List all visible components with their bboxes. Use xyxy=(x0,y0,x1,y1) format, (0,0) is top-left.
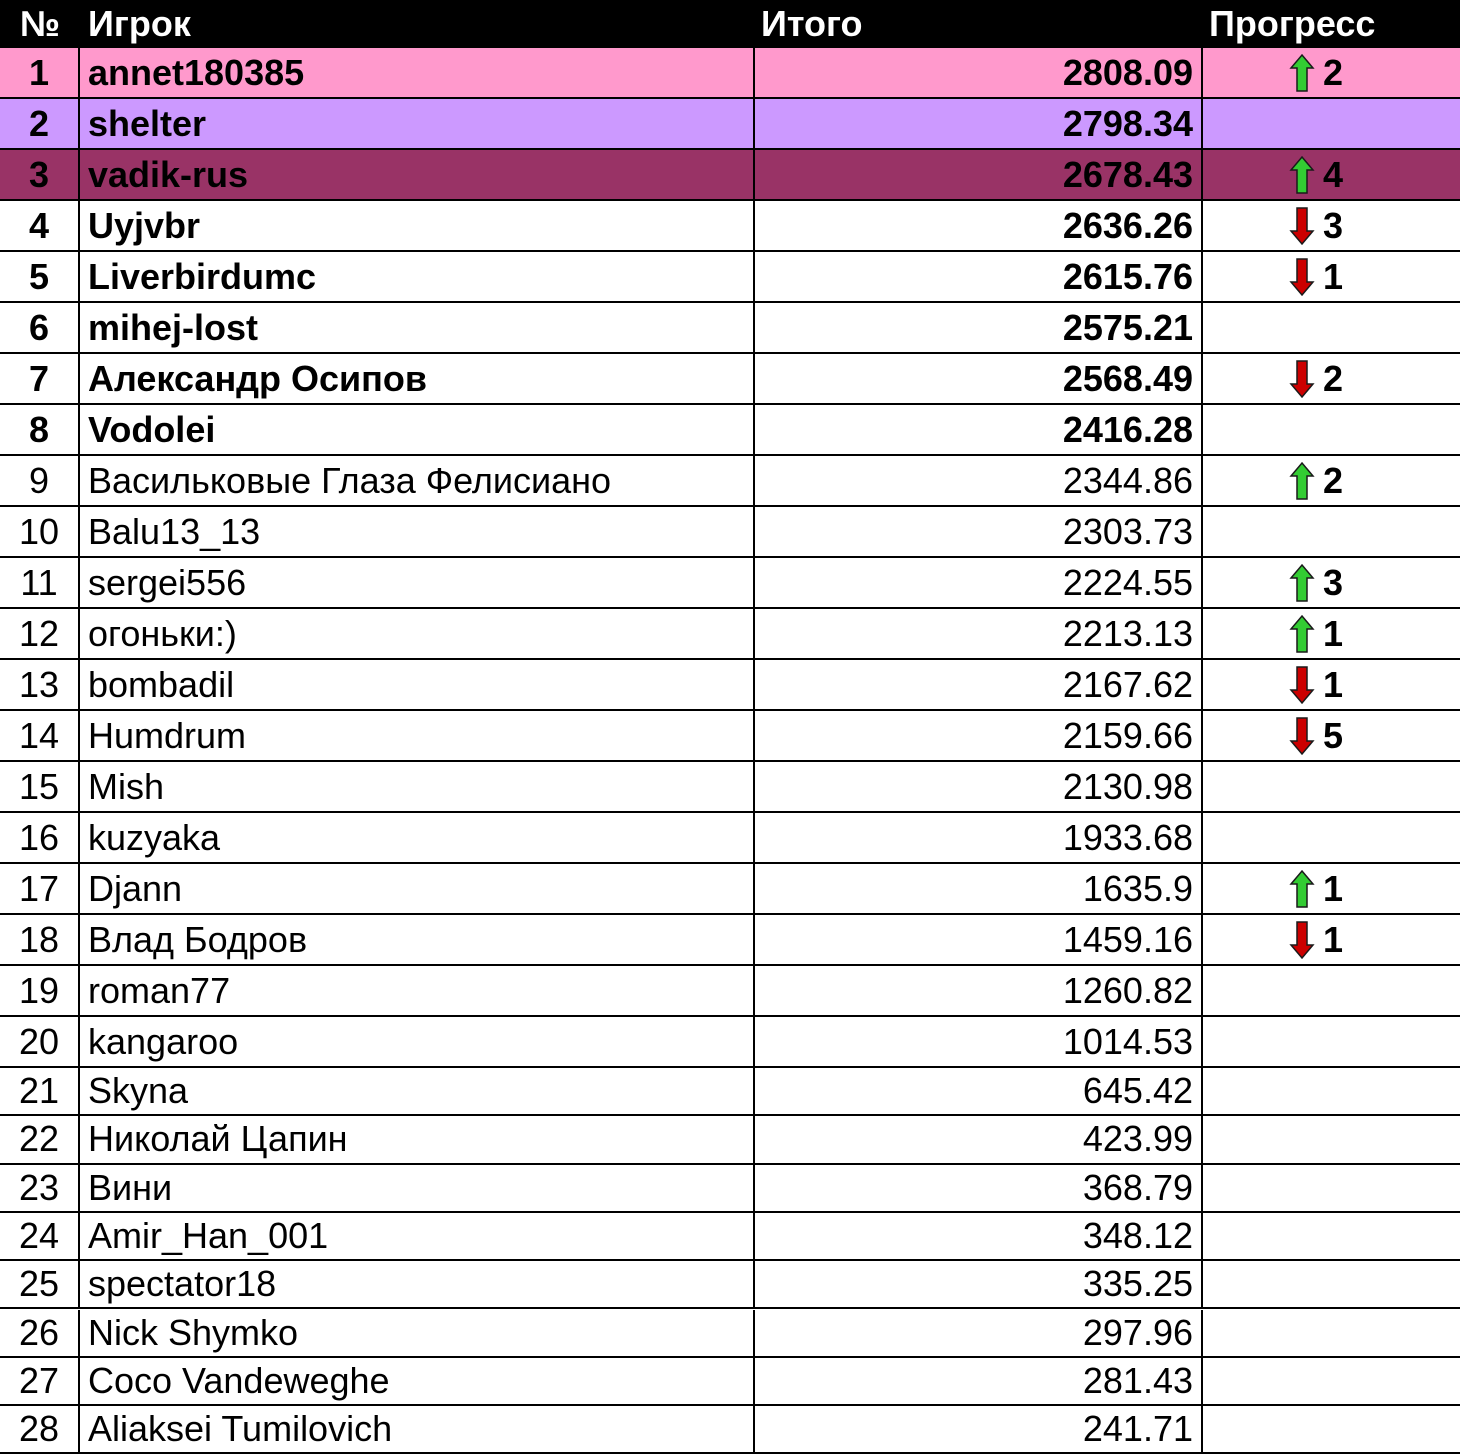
total-cell: 2678.43 xyxy=(755,150,1203,199)
progress-cell xyxy=(1203,456,1460,505)
rank-cell: 19 xyxy=(0,966,80,1015)
total-cell: 1014.53 xyxy=(755,1017,1203,1066)
total-cell: 1933.68 xyxy=(755,813,1203,862)
progress-cell xyxy=(1203,201,1460,250)
rank-cell: 2 xyxy=(0,99,80,148)
player-cell: sergei556 xyxy=(80,558,755,607)
table-row xyxy=(0,915,1460,966)
progress-cell xyxy=(1203,405,1460,454)
arrow-up-icon xyxy=(1289,53,1315,93)
progress-change: 1 xyxy=(1323,255,1344,297)
progress-change: 1 xyxy=(1323,663,1344,705)
rank-cell: 9 xyxy=(0,456,80,505)
progress-cell xyxy=(1203,660,1460,709)
total-cell: 2798.34 xyxy=(755,99,1203,148)
player-cell: Васильковые Глаза Фелисиано xyxy=(80,456,755,505)
table-row xyxy=(0,201,1460,252)
rank-cell: 11 xyxy=(0,558,80,607)
table-row xyxy=(0,1116,1460,1164)
progress-cell xyxy=(1203,99,1460,148)
header-player: Игрок xyxy=(88,3,191,44)
progress-cell xyxy=(1203,1068,1460,1114)
arrow-down-icon xyxy=(1289,359,1315,399)
progress-cell xyxy=(1203,1358,1460,1404)
player-cell: Aliaksei Tumilovich xyxy=(80,1406,755,1452)
table-row xyxy=(0,405,1460,456)
progress-change: 4 xyxy=(1323,153,1344,195)
rank-cell: 16 xyxy=(0,813,80,862)
total-cell: 1260.82 xyxy=(755,966,1203,1015)
progress-cell xyxy=(1203,1261,1460,1307)
player-cell: mihej-lost xyxy=(80,303,755,352)
header-total: Итого xyxy=(761,3,863,44)
total-cell: 1635.9 xyxy=(755,864,1203,913)
table-row xyxy=(0,1261,1460,1309)
table-row xyxy=(0,966,1460,1017)
rank-cell: 24 xyxy=(0,1213,80,1259)
progress-cell xyxy=(1203,1406,1460,1452)
table-row xyxy=(0,150,1460,201)
progress-cell xyxy=(1203,507,1460,556)
progress-change: 2 xyxy=(1323,357,1344,399)
progress-cell xyxy=(1203,1310,1460,1356)
progress-cell xyxy=(1203,558,1460,607)
progress-cell xyxy=(1203,813,1460,862)
progress-cell xyxy=(1203,915,1460,964)
total-cell: 297.96 xyxy=(755,1310,1203,1356)
player-cell: annet180385 xyxy=(80,48,755,97)
player-cell: vadik-rus xyxy=(80,150,755,199)
rank-cell: 22 xyxy=(0,1116,80,1162)
rank-cell: 20 xyxy=(0,1017,80,1066)
player-cell: shelter xyxy=(80,99,755,148)
total-cell: 2575.21 xyxy=(755,303,1203,352)
progress-cell xyxy=(1203,1116,1460,1162)
player-cell: Николай Цапин xyxy=(80,1116,755,1162)
progress-change: 3 xyxy=(1323,561,1344,603)
total-cell: 1459.16 xyxy=(755,915,1203,964)
arrow-down-icon xyxy=(1289,920,1315,960)
rank-cell: 25 xyxy=(0,1261,80,1307)
progress-change: 1 xyxy=(1323,918,1344,960)
total-cell: 2344.86 xyxy=(755,456,1203,505)
total-cell: 281.43 xyxy=(755,1358,1203,1404)
player-cell: roman77 xyxy=(80,966,755,1015)
total-cell: 2568.49 xyxy=(755,354,1203,403)
table-row xyxy=(0,1358,1460,1406)
rank-cell: 26 xyxy=(0,1310,80,1356)
player-cell: Amir_Han_001 xyxy=(80,1213,755,1259)
table-row xyxy=(0,252,1460,303)
rank-cell: 12 xyxy=(0,609,80,658)
player-cell: kangaroo xyxy=(80,1017,755,1066)
total-cell: 2808.09 xyxy=(755,48,1203,97)
table-row xyxy=(0,48,1460,99)
rank-cell: 21 xyxy=(0,1068,80,1114)
progress-cell xyxy=(1203,1213,1460,1259)
arrow-up-icon xyxy=(1289,869,1315,909)
total-cell: 2615.76 xyxy=(755,252,1203,301)
table-row xyxy=(0,864,1460,915)
total-cell: 423.99 xyxy=(755,1116,1203,1162)
arrow-up-icon xyxy=(1289,155,1315,195)
table-row xyxy=(0,456,1460,507)
rank-cell: 7 xyxy=(0,354,80,403)
rank-cell: 3 xyxy=(0,150,80,199)
total-cell: 2159.66 xyxy=(755,711,1203,760)
table-row xyxy=(0,1310,1460,1358)
rank-cell: 10 xyxy=(0,507,80,556)
table-row xyxy=(0,1213,1460,1261)
progress-cell xyxy=(1203,303,1460,352)
table-row xyxy=(0,813,1460,864)
player-cell: огоньки:) xyxy=(80,609,755,658)
player-cell: Uyjvbr xyxy=(80,201,755,250)
rank-cell: 14 xyxy=(0,711,80,760)
table-row xyxy=(0,354,1460,405)
arrow-up-icon xyxy=(1289,461,1315,501)
total-cell: 241.71 xyxy=(755,1406,1203,1452)
player-cell: bombadil xyxy=(80,660,755,709)
player-cell: Вини xyxy=(80,1165,755,1211)
player-cell: spectator18 xyxy=(80,1261,755,1307)
table-header xyxy=(0,0,1460,48)
rank-cell: 28 xyxy=(0,1406,80,1452)
header-num: № xyxy=(19,3,61,44)
arrow-down-icon xyxy=(1289,716,1315,756)
player-cell: Александр Осипов xyxy=(80,354,755,403)
table-row xyxy=(0,1165,1460,1213)
rank-cell: 4 xyxy=(0,201,80,250)
progress-change: 3 xyxy=(1323,204,1344,246)
table-row xyxy=(0,1406,1460,1454)
player-cell: Влад Бодров xyxy=(80,915,755,964)
table-row xyxy=(0,99,1460,150)
progress-cell xyxy=(1203,150,1460,199)
progress-change: 2 xyxy=(1323,51,1344,93)
progress-cell xyxy=(1203,48,1460,97)
rank-cell: 23 xyxy=(0,1165,80,1211)
total-cell: 2636.26 xyxy=(755,201,1203,250)
total-cell: 368.79 xyxy=(755,1165,1203,1211)
player-cell: Coco Vandeweghe xyxy=(80,1358,755,1404)
player-cell: kuzyaka xyxy=(80,813,755,862)
player-cell: Skyna xyxy=(80,1068,755,1114)
progress-cell xyxy=(1203,252,1460,301)
header-progress: Прогресс xyxy=(1209,3,1376,44)
player-cell: Liverbirdumc xyxy=(80,252,755,301)
rank-cell: 15 xyxy=(0,762,80,811)
arrow-down-icon xyxy=(1289,206,1315,246)
table-row xyxy=(0,1017,1460,1068)
progress-cell xyxy=(1203,711,1460,760)
progress-cell xyxy=(1203,762,1460,811)
rank-cell: 18 xyxy=(0,915,80,964)
progress-change: 2 xyxy=(1323,459,1344,501)
progress-cell xyxy=(1203,864,1460,913)
table-row xyxy=(0,660,1460,711)
rank-cell: 17 xyxy=(0,864,80,913)
total-cell: 348.12 xyxy=(755,1213,1203,1259)
arrow-down-icon xyxy=(1289,665,1315,705)
player-cell: Mish xyxy=(80,762,755,811)
total-cell: 2224.55 xyxy=(755,558,1203,607)
arrow-up-icon xyxy=(1289,614,1315,654)
table-row xyxy=(0,303,1460,354)
player-cell: Humdrum xyxy=(80,711,755,760)
rank-cell: 13 xyxy=(0,660,80,709)
total-cell: 2130.98 xyxy=(755,762,1203,811)
player-cell: Balu13_13 xyxy=(80,507,755,556)
table-row xyxy=(0,711,1460,762)
total-cell: 335.25 xyxy=(755,1261,1203,1307)
total-cell: 2167.62 xyxy=(755,660,1203,709)
total-cell: 2416.28 xyxy=(755,405,1203,454)
table-row xyxy=(0,762,1460,813)
rank-cell: 8 xyxy=(0,405,80,454)
total-cell: 645.42 xyxy=(755,1068,1203,1114)
rank-cell: 5 xyxy=(0,252,80,301)
player-cell: Nick Shymko xyxy=(80,1310,755,1356)
total-cell: 2303.73 xyxy=(755,507,1203,556)
table-row xyxy=(0,558,1460,609)
progress-change: 1 xyxy=(1323,612,1344,654)
progress-cell xyxy=(1203,966,1460,1015)
player-cell: Djann xyxy=(80,864,755,913)
progress-change: 1 xyxy=(1323,867,1344,909)
rank-cell: 27 xyxy=(0,1358,80,1404)
progress-cell xyxy=(1203,354,1460,403)
table-row xyxy=(0,1068,1460,1116)
arrow-up-icon xyxy=(1289,563,1315,603)
rank-cell: 1 xyxy=(0,48,80,97)
table-row xyxy=(0,507,1460,558)
rank-cell: 6 xyxy=(0,303,80,352)
total-cell: 2213.13 xyxy=(755,609,1203,658)
progress-cell xyxy=(1203,1017,1460,1066)
progress-cell xyxy=(1203,1165,1460,1211)
table-row xyxy=(0,609,1460,660)
arrow-down-icon xyxy=(1289,257,1315,297)
progress-change: 5 xyxy=(1323,714,1344,756)
progress-cell xyxy=(1203,609,1460,658)
player-cell: Vodolei xyxy=(80,405,755,454)
